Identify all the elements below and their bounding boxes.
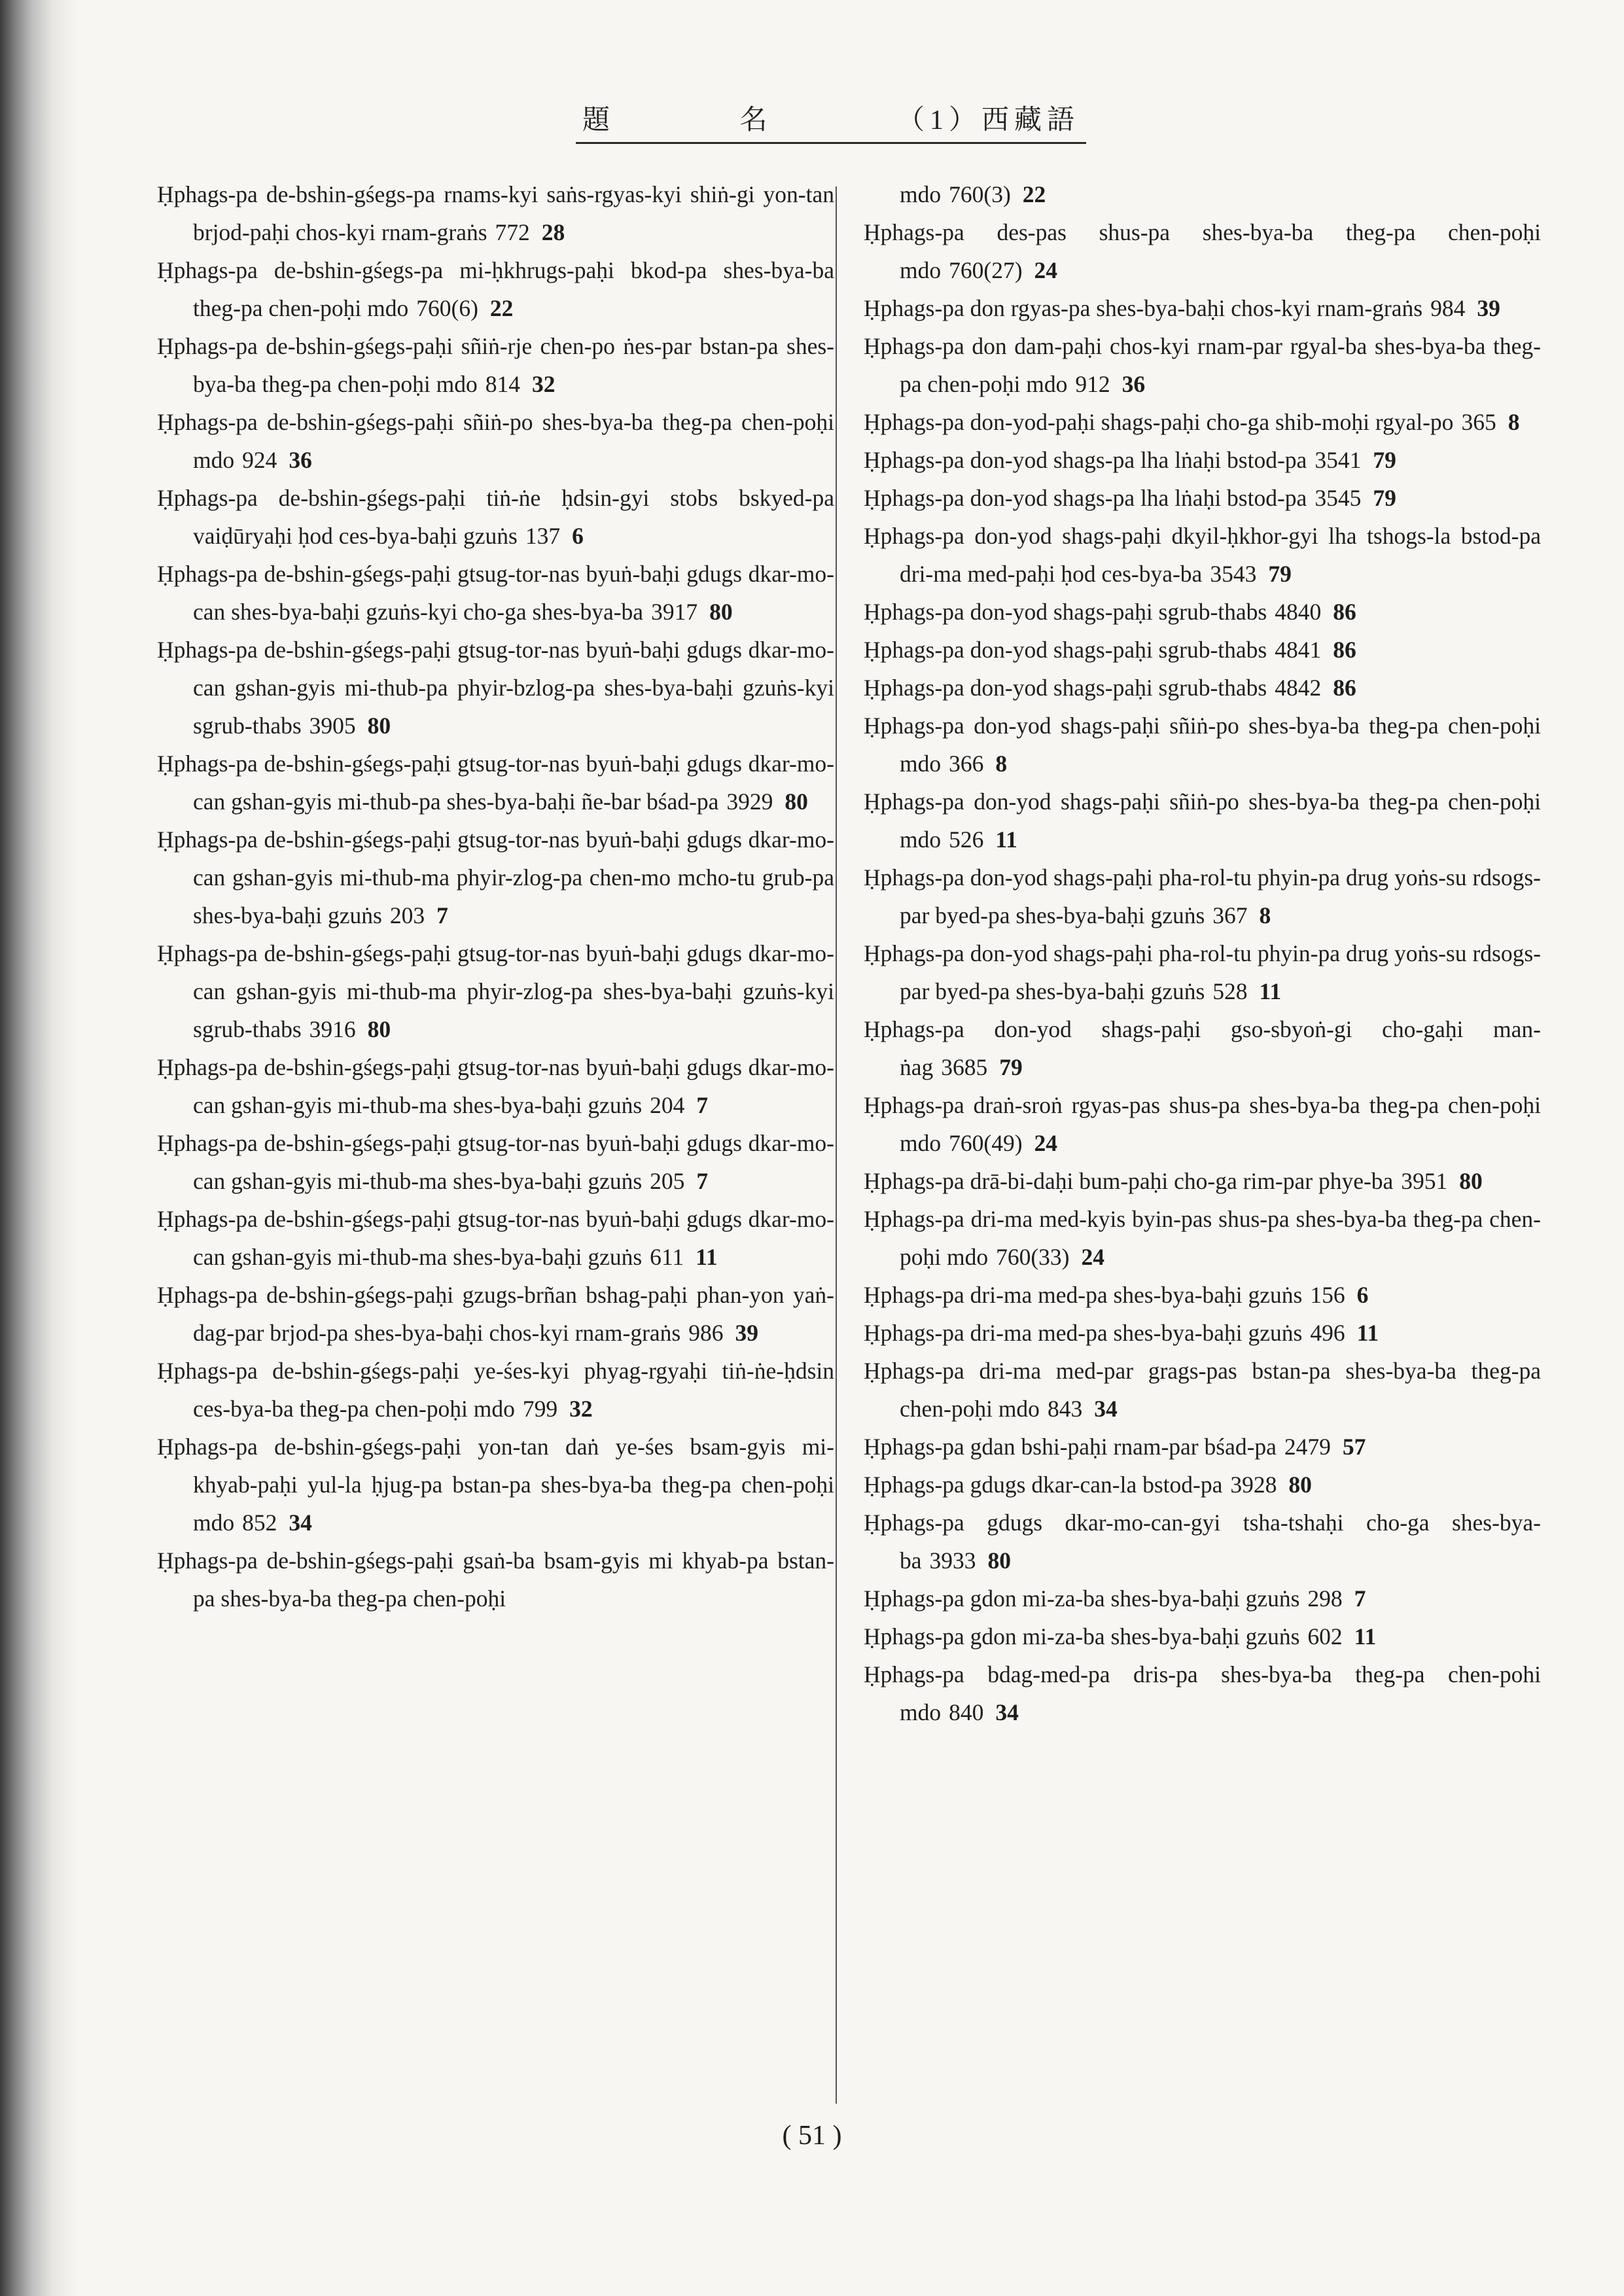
header-section: （1）西藏語: [896, 105, 1080, 135]
entry-title: Ḥphags-pa don-yod shags-paḥi dkyil-ḥkhor-gyi lha tshogs-la bstod-pa dri-ma med-paḥi ḥod ces-bya-ba: [864, 523, 1541, 587]
entry-title: Ḥphags-pa gdugs dkar-mo-can-gyi tsha-tshaḥi cho-ga shes-bya-ba: [864, 1510, 1541, 1574]
entry-title: Ḥphags-pa don-yod shags-paḥi pha-rol-tu phyin-pa drug yoṅs-su rdsogs-par byed-pa shes-bya-baḥi gzuṅs: [864, 940, 1541, 1004]
entry-title: Ḥphags-pa de-bshin-gśegs-paḥi sñiṅ-rje chen-po ṅes-par bstan-pa shes-bya-ba theg-pa chen-poḥi mdo: [157, 333, 834, 397]
index-entry: [864, 1314, 1541, 1352]
entry-volume: 11: [1356, 1320, 1379, 1346]
entry-title: Ḥphags-pa don dam-paḥi chos-kyi rnam-par rgyal-ba shes-bya-ba theg-pa chen-poḥi mdo: [864, 333, 1541, 397]
entry-volume: 86: [1333, 637, 1356, 663]
entry-number: 3951: [1401, 1168, 1448, 1194]
entry-number: 205: [650, 1168, 685, 1194]
entry-volume: 8: [1259, 902, 1271, 928]
entry-number: 984: [1430, 295, 1466, 321]
index-entry: [864, 441, 1541, 479]
entry-volume: 24: [1034, 257, 1058, 283]
entry-volume: 32: [569, 1396, 593, 1422]
entry-number: 4842: [1275, 675, 1322, 701]
entry-number: 4841: [1275, 637, 1322, 663]
entry-title: Ḥphags-pa don-yod shags-paḥi gso-sbyoṅ-gi cho-gaḥi man-ṅag: [864, 1016, 1541, 1080]
entry-title: Ḥphags-pa dri-ma med-pa shes-bya-baḥi gzuṅs: [864, 1282, 1303, 1308]
index-entry: [864, 1086, 1541, 1162]
entry-title: Ḥphags-pa de-bshin-gśegs-paḥi gtsug-tor-nas byuṅ-baḥi gdugs dkar-mo-can gshan-gyis mi-thub-ma shes-bya-baḥi gzuṅs: [157, 1054, 834, 1118]
entry-title: Ḥphags-pa gdon mi-za-ba shes-bya-baḥi gzuṅs: [864, 1585, 1300, 1612]
entry-number: 203: [389, 902, 425, 928]
index-entry: [864, 1504, 1541, 1580]
entry-volume: 86: [1333, 599, 1356, 625]
index-entry: [157, 251, 834, 327]
entry-number: 602: [1307, 1623, 1343, 1650]
index-entry: [864, 1617, 1541, 1655]
entry-volume: 7: [436, 902, 448, 928]
entry-volume: 11: [1259, 978, 1282, 1004]
index-entry: [864, 707, 1541, 783]
entry-volume: 11: [696, 1244, 718, 1270]
index-entry: [157, 631, 834, 745]
entry-title: Ḥphags-pa dri-ma med-pa shes-bya-baḥi gzuṅs: [864, 1320, 1303, 1346]
entry-title: Ḥphags-pa de-bshin-gśegs-paḥi gtsug-tor-nas byuṅ-baḥi gdugs dkar-mo-can shes-bya-baḥi gzuṅs-kyi cho-ga shes-bya-ba: [157, 561, 834, 625]
entry-number: 611: [650, 1244, 684, 1270]
entry-title: Ḥphags-pa de-bshin-gśegs-paḥi gtsug-tor-nas byuṅ-baḥi gdugs dkar-mo-can gshan-gyis mi-thub-ma shes-bya-baḥi gzuṅs: [157, 1206, 834, 1270]
entry-title: Ḥphags-pa de-bshin-gśegs-paḥi ye-śes-kyi phyag-rgyaḥi tiṅ-ṅe-ḥdsin ces-bya-ba theg-pa chen-poḥi mdo: [157, 1358, 834, 1422]
index-entry: [864, 631, 1541, 669]
entry-title: Ḥphags-pa des-pas shus-pa shes-bya-ba theg-pa chen-poḥi mdo: [864, 219, 1541, 283]
entry-number: 365: [1461, 409, 1496, 435]
entry-number: 3543: [1210, 561, 1257, 587]
entry-volume: 34: [1094, 1396, 1118, 1422]
index-entry: [157, 821, 834, 934]
index-entry: [864, 289, 1541, 327]
entry-number: 3928: [1230, 1472, 1277, 1498]
entry-volume: 80: [709, 599, 733, 625]
entry-number: 852: [242, 1510, 277, 1536]
index-entry: [864, 1010, 1541, 1086]
entry-volume: 24: [1034, 1130, 1058, 1156]
entry-title: Ḥphags-pa bdag-med-pa dris-pa shes-bya-ba theg-pa chen-pohi mdo: [864, 1661, 1541, 1725]
index-entry: [157, 1200, 834, 1276]
entry-number: 760(27): [949, 257, 1023, 283]
entry-title: Ḥphags-pa don-yod shags-paḥi sgrub-thabs: [864, 675, 1267, 701]
entry-volume: 36: [289, 447, 312, 473]
entry-number: 3916: [309, 1016, 356, 1042]
entry-volume: 34: [995, 1699, 1019, 1725]
entry-number: 760(6): [416, 295, 478, 321]
entry-title: Ḥphags-pa don rgyas-pa shes-bya-baḥi chos-kyi rnam-graṅs: [864, 295, 1423, 321]
entry-number: 367: [1212, 902, 1248, 928]
entry-number: 814: [485, 371, 520, 397]
index-entry: [157, 1124, 834, 1200]
entry-number: 137: [525, 523, 561, 549]
entry-number: 526: [949, 826, 984, 853]
entry-number: 3905: [309, 713, 356, 739]
index-entry: [157, 403, 834, 479]
entry-volume: 80: [367, 713, 391, 739]
page-number: ( 51 ): [782, 2121, 842, 2151]
index-entry: [157, 327, 834, 403]
entry-number: 3917: [651, 599, 698, 625]
entry-volume: 79: [1373, 485, 1396, 511]
index-entry: [864, 1276, 1541, 1314]
entry-number: 912: [1075, 371, 1110, 397]
left-column: [157, 175, 834, 1617]
entry-title: Ḥphags-pa dri-ma med-kyis byin-pas shus-pa shes-bya-ba theg-pa chen-poḥi mdo: [864, 1206, 1541, 1270]
index-entry: [157, 934, 834, 1048]
entry-title: Ḥphags-pa don-yod shags-paḥi sñiṅ-po shes-bya-ba theg-pa chen-poḥi mdo: [864, 713, 1541, 777]
entry-number: 4840: [1275, 599, 1322, 625]
entry-number: 760(33): [996, 1244, 1070, 1270]
entry-volume: 80: [987, 1547, 1012, 1574]
entry-volume: 39: [1477, 295, 1500, 321]
index-entry: [157, 1276, 834, 1352]
entry-title: Ḥphags-pa dri-ma med-par grags-pas bstan-pa shes-bya-ba theg-pa chen-poḥi mdo: [864, 1358, 1541, 1422]
index-entry: [864, 858, 1541, 934]
entry-volume: 80: [1288, 1472, 1312, 1498]
entry-volume: 34: [289, 1510, 312, 1536]
entry-number: 156: [1310, 1282, 1345, 1308]
index-entry: [864, 327, 1541, 403]
index-entry: [864, 403, 1541, 441]
entry-title: Ḥphags-pa de-bshin-gśegs-paḥi tiṅ-ṅe ḥdsin-gyi stobs bskyed-pa vaiḍūryaḥi ḥod ces-bya-baḥi gzuṅs: [157, 485, 834, 549]
index-entry: [864, 593, 1541, 631]
index-entry: [864, 1580, 1541, 1617]
entry-volume: 57: [1342, 1434, 1366, 1460]
entry-number: 3541: [1315, 447, 1362, 473]
entry-volume: 80: [1459, 1168, 1483, 1194]
entry-title: Ḥphags-pa de-bshin-gśegs-paḥi gtsug-tor-nas byuṅ-baḥi gdugs dkar-mo-can gshan-gyis mi-thub-pa shes-bya-baḥi ñe-bar bśad-pa: [157, 751, 834, 815]
entry-title: Ḥphags-pa gdugs dkar-can-la bstod-pa: [864, 1472, 1223, 1498]
entry-volume: 7: [1354, 1585, 1366, 1612]
entry-title: Ḥphags-pa de-bshin-gśegs-paḥi gtsug-tor-nas byuṅ-baḥi gdugs dkar-mo-can gshan-gyis mi-thub-ma shes-bya-baḥi gzuṅs: [157, 1130, 834, 1194]
entry-volume: 8: [995, 751, 1008, 777]
page-header: [576, 98, 1086, 144]
entry-number: 843: [1047, 1396, 1083, 1422]
entry-number: 840: [949, 1699, 984, 1725]
entry-volume: 6: [572, 523, 584, 549]
entry-title: Ḥphags-pa gdon mi-za-ba shes-bya-baḥi gzuṅs: [864, 1623, 1300, 1650]
entry-volume: 32: [531, 371, 556, 397]
entry-volume: 7: [696, 1168, 709, 1194]
index-entry: [864, 1162, 1541, 1200]
entry-title: Ḥphags-pa de-bshin-gśegs-paḥi gtsug-tor-nas byuṅ-baḥi gdugs dkar-mo-can gshan-gyis mi-thub-pa phyir-bzlog-pa shes-bya-baḥi gzuṅs-kyi sgrub-thabs: [157, 637, 834, 739]
entry-volume: 28: [541, 219, 565, 245]
scan-edge: [0, 0, 79, 2296]
index-entry: [864, 783, 1541, 858]
entry-number: 496: [1310, 1320, 1345, 1346]
header-title-char-2: 名: [739, 105, 781, 135]
entry-title: Ḥphags-pa de-bshin-gśegs-paḥi yon-tan daṅ ye-śes bsam-gyis mi-khyab-paḥi yul-la ḥjug-pa bstan-pa shes-bya-ba theg-pa chen-poḥi mdo: [157, 1434, 834, 1536]
entry-volume: 8: [1508, 409, 1520, 435]
entry-title: Ḥphags-pa don-yod shags-paḥi sñiṅ-po shes-bya-ba theg-pa chen-poḥi mdo: [864, 788, 1541, 853]
entry-number: 760(3): [949, 181, 1011, 207]
entry-title: Ḥphags-pa de-bshin-gśegs-paḥi gtsug-tor-nas byuṅ-baḥi gdugs dkar-mo-can gshan-gyis mi-thub-ma phyir-zlog-pa chen-mo mcho-tu grub-pa shes-bya-baḥi gzuṅs: [157, 826, 834, 928]
entry-volume: 24: [1081, 1244, 1105, 1270]
entry-number: 204: [650, 1092, 685, 1118]
entry-number: 366: [949, 751, 984, 777]
column-divider: [836, 186, 837, 2104]
entry-title: Ḥphags-pa de-bshin-gśegs-pa mi-ḥkhrugs-paḥi bkod-pa shes-bya-ba theg-pa chen-poḥi mdo: [157, 257, 834, 321]
index-entry: [157, 1428, 834, 1542]
entry-volume: 11: [995, 826, 1017, 853]
index-entry: [157, 175, 834, 251]
index-entry: [864, 1466, 1541, 1504]
entry-title: Ḥphags-pa gdan bshi-paḥi rnam-par bśad-pa: [864, 1434, 1277, 1460]
index-entry: [864, 1352, 1541, 1428]
entry-number: 298: [1307, 1585, 1343, 1612]
index-entry: [864, 213, 1541, 289]
index-entry: [157, 555, 834, 631]
entry-title: Ḥphags-pa de-bshin-gśegs-paḥi sñiṅ-po shes-bya-ba theg-pa chen-poḥi mdo: [157, 409, 834, 473]
entry-number: 986: [688, 1320, 724, 1346]
entry-number: 760(49): [949, 1130, 1023, 1156]
entry-volume: 80: [785, 788, 808, 815]
entry-title: Ḥphags-pa don-yod-paḥi shags-paḥi cho-ga shib-moḥi rgyal-po: [864, 409, 1454, 435]
index-entry: [157, 745, 834, 821]
entry-title: Ḥphags-pa de-bshin-gśegs-paḥi gzugs-brñan bshag-paḥi phan-yon yaṅ-dag-par brjod-pa shes-bya-baḥi chos-kyi rnam-graṅs: [157, 1282, 834, 1346]
entry-title: mdo: [900, 181, 942, 207]
entry-number: 528: [1212, 978, 1248, 1004]
entry-volume: 22: [1022, 181, 1046, 207]
index-entry: [864, 1655, 1541, 1731]
header-title-char-1: 題: [582, 105, 624, 135]
entry-title: Ḥphags-pa de-bshin-gśegs-pa rnams-kyi saṅs-rgyas-kyi shiṅ-gi yon-tan brjod-paḥi chos-kyi rnam-graṅs: [157, 181, 834, 245]
entry-number: 2479: [1284, 1434, 1331, 1460]
entry-title: Ḥphags-pa don-yod shags-paḥi sgrub-thabs: [864, 637, 1267, 663]
entry-volume: 39: [735, 1320, 758, 1346]
index-entry: [864, 517, 1541, 593]
entry-number: 3685: [941, 1054, 988, 1080]
entry-volume: 7: [696, 1092, 709, 1118]
entry-volume: 79: [1373, 447, 1396, 473]
entry-number: 3933: [929, 1547, 976, 1574]
entry-volume: 79: [1268, 561, 1292, 587]
entry-number: 799: [522, 1396, 558, 1422]
index-entry: [157, 1352, 834, 1428]
entry-number: 772: [495, 219, 530, 245]
entry-number: 924: [242, 447, 277, 473]
entry-title: Ḥphags-pa de-bshin-gśegs-paḥi gtsug-tor-nas byuṅ-baḥi gdugs dkar-mo-can gshan-gyis mi-thub-ma phyir-zlog-pa shes-bya-baḥi gzuṅs-kyi sgrub-thabs: [157, 940, 834, 1042]
entry-number: 3545: [1315, 485, 1362, 511]
entry-volume: 36: [1121, 371, 1146, 397]
entry-title: Ḥphags-pa don-yod shags-pa lha lṅaḥi bstod-pa: [864, 485, 1307, 511]
entry-title: Ḥphags-pa don-yod shags-paḥi pha-rol-tu phyin-pa drug yoṅs-su rdsogs-par byed-pa shes-bya-baḥi gzuṅs: [864, 864, 1541, 928]
entry-title: Ḥphags-pa don-yod shags-pa lha lṅaḥi bstod-pa: [864, 447, 1307, 473]
index-entry: [157, 1048, 834, 1124]
entry-title: Ḥphags-pa don-yod shags-paḥi sgrub-thabs: [864, 599, 1267, 625]
entry-volume: 11: [1354, 1623, 1377, 1650]
entry-volume: 86: [1333, 675, 1356, 701]
entry-title: Ḥphags-pa de-bshin-gśegs-paḥi gsaṅ-ba bsam-gyis mi khyab-pa bstan-pa shes-bya-ba theg-pa chen-poḥi: [157, 1547, 834, 1612]
index-entry: [864, 1200, 1541, 1276]
entry-volume: 22: [489, 295, 514, 321]
index-entry: [864, 934, 1541, 1010]
right-column: [864, 175, 1541, 1731]
entry-volume: 79: [999, 1054, 1023, 1080]
index-entry: [864, 175, 1541, 213]
entry-title: Ḥphags-pa draṅ-sroṅ rgyas-pas shus-pa shes-bya-ba theg-pa chen-poḥi mdo: [864, 1092, 1541, 1156]
entry-volume: 80: [367, 1016, 391, 1042]
index-entry: [157, 479, 834, 555]
entry-volume: 6: [1356, 1282, 1369, 1308]
index-entry: [864, 479, 1541, 517]
entry-number: 3929: [726, 788, 773, 815]
index-entry: [157, 1542, 834, 1617]
entry-title: Ḥphags-pa drā-bi-daḥi bum-paḥi cho-ga rim-par phye-ba: [864, 1168, 1394, 1194]
index-entry: [864, 669, 1541, 707]
index-entry: [864, 1428, 1541, 1466]
